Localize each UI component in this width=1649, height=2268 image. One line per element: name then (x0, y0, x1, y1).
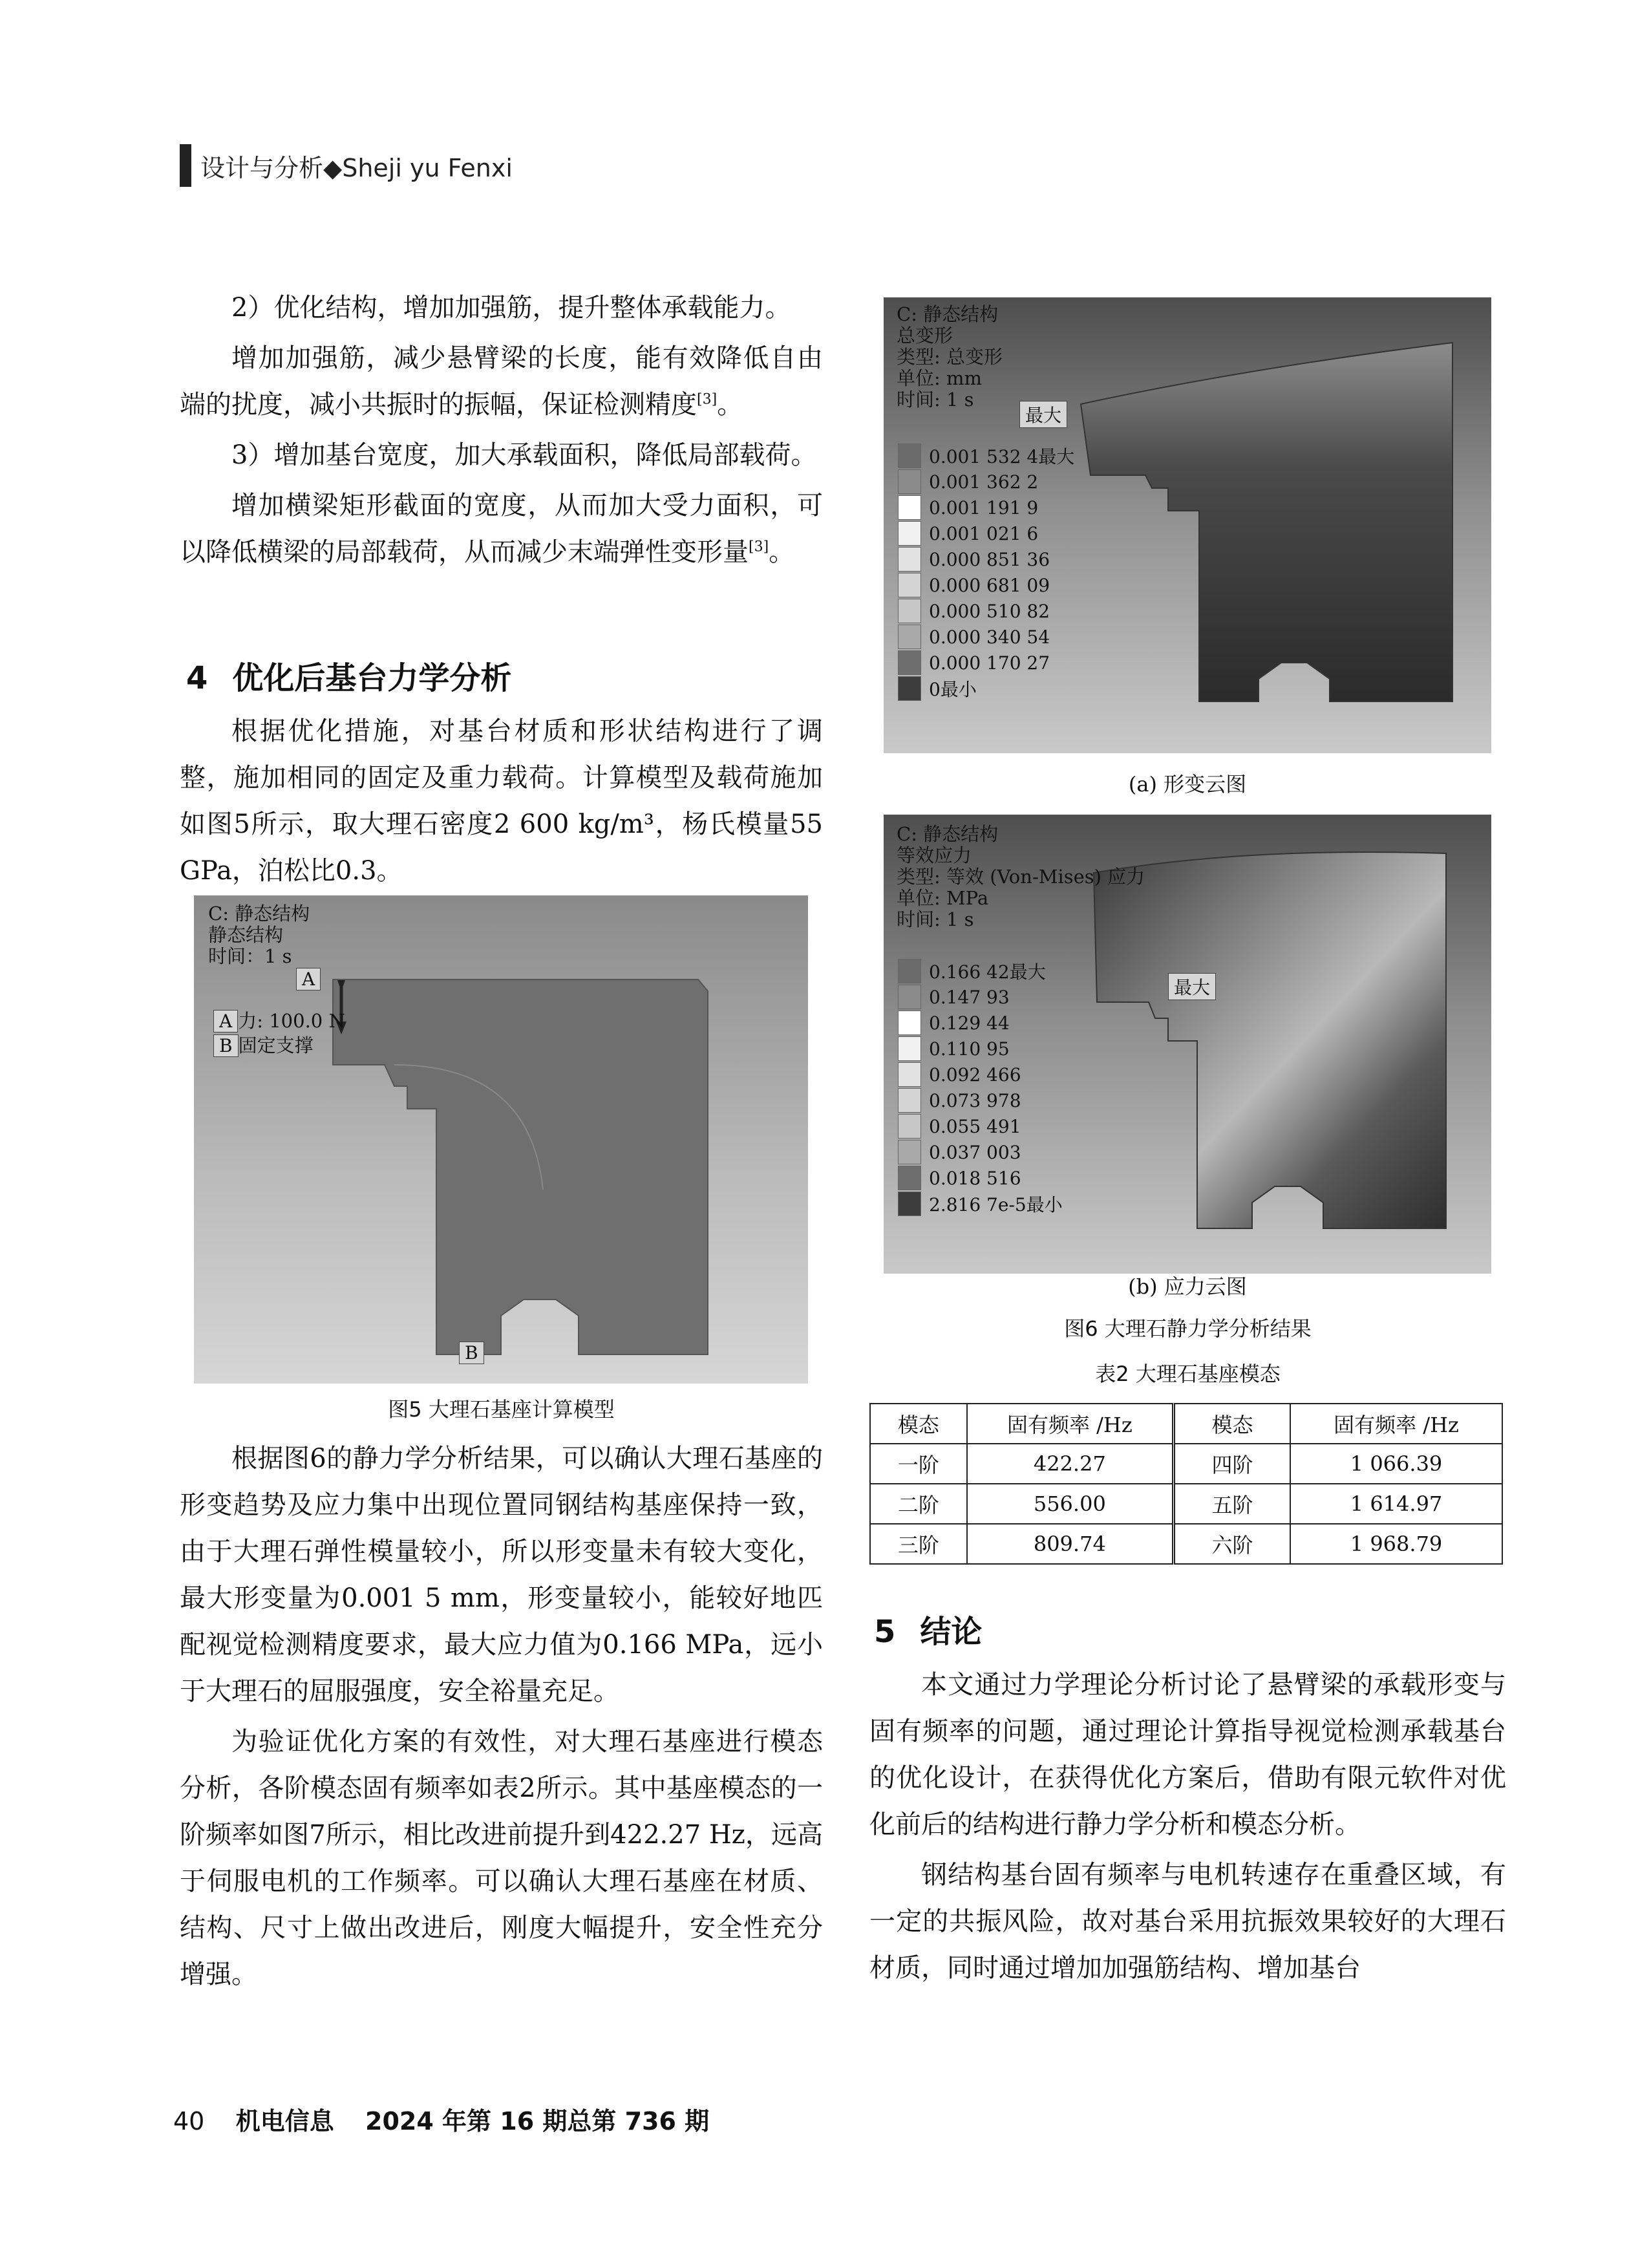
legend-swatch (898, 1166, 921, 1190)
fig6a-legend (898, 443, 1074, 701)
legend-swatch (898, 521, 921, 546)
table-row (870, 1524, 1502, 1564)
table-cell: 1 968.79 (1290, 1524, 1502, 1564)
legend-label: 0.000 681 09 (929, 574, 1050, 596)
legend-label: 0.147 93 (929, 986, 1010, 1008)
fig5-tag-b: B (459, 1342, 484, 1364)
legend-row (898, 546, 1074, 572)
legend-label: 0.001 191 9 (929, 497, 1039, 519)
legend-row (898, 676, 1074, 701)
running-header (180, 145, 513, 186)
left-column-top (180, 284, 823, 575)
para-6: 根据图6的静力学分析结果，可以确认大理石基座的形变趋势及应力集中出现位置同钢结构基座保持一致，由于大理石弹性模量较小，所以形变量未有较大变化，最大形变量为0.001 5 mm，形变量较小，能较好地匹配视觉检测精度要求，最大应力值为0.166 MPa，远小于大理石的屈服强度，安全裕量充足。 (180, 1444, 823, 1706)
legend-label: 0.001 362 2 (929, 471, 1039, 493)
table-header-cell: 模态 (1173, 1404, 1290, 1444)
legend-label: 2.816 7e-5最小 (929, 1194, 1063, 1215)
legend-swatch (898, 1011, 921, 1035)
legend-swatch (898, 650, 921, 675)
fig6b-title: C: 静态结构 等效应力 类型: 等效 (Von-Mises) 应力 单位: MPa 时间: 1 s (897, 823, 1145, 930)
legend-label: 0.000 170 27 (929, 652, 1050, 674)
legend-swatch (898, 1140, 921, 1164)
para-2: 增加加强筋，减少悬臂梁的长度，能有效降低自由端的扰度，减小共振时的振幅，保证检测精度[3]。 (180, 343, 823, 420)
fig5-legend-b: B 固定支撑 (213, 1035, 314, 1056)
fig5-title: C: 静态结构 静态结构 时间：1 s (208, 903, 310, 967)
page-footer (173, 2101, 709, 2137)
legend-swatch (898, 495, 921, 520)
para-1: 2）优化结构，增加加强筋，提升整体承载能力。 (231, 293, 791, 323)
fig6b-max-tag: 最大 (1168, 973, 1216, 1000)
legend-label: 0.037 003 (929, 1141, 1021, 1163)
legend-row (898, 572, 1074, 598)
legend-row (898, 495, 1074, 520)
legend-swatch (898, 959, 921, 983)
table-header-cell: 模态 (870, 1404, 967, 1444)
table-cell: 一阶 (870, 1444, 967, 1484)
legend-swatch (898, 444, 921, 468)
legend-row (898, 1191, 1063, 1217)
legend-swatch (898, 547, 921, 572)
figure-5-caption: 图5 大理石基座计算模型 (388, 1397, 615, 1422)
legend-swatch (898, 1114, 921, 1139)
figure-6b (884, 815, 1491, 1274)
legend-row (898, 984, 1063, 1010)
left-column-mid (180, 708, 823, 894)
legend-swatch (898, 676, 921, 701)
left-column-bottom (180, 1435, 823, 1998)
legend-label: 0最小 (929, 679, 977, 700)
table-cell: 四阶 (1173, 1444, 1290, 1484)
page-number: 40 (173, 2107, 205, 2135)
legend-row (898, 469, 1074, 495)
legend-row (898, 1010, 1063, 1036)
right-column-bottom (869, 1662, 1506, 1991)
legend-label: 0.018 516 (929, 1167, 1021, 1189)
legend-swatch (898, 573, 921, 597)
legend-swatch (898, 625, 921, 649)
legend-label: 0.000 340 54 (929, 626, 1050, 648)
fig6a-subcaption: (a) 形变云图 (1128, 772, 1247, 797)
legend-row (898, 1087, 1063, 1113)
table-cell: 五阶 (1173, 1484, 1290, 1524)
fig5-tag-a: A (296, 968, 321, 990)
legend-label: 0.000 851 36 (929, 548, 1050, 570)
para-4: 增加横梁矩形截面的宽度，从而加大受力面积，可以降低横梁的局部载荷，从而减少末端弹性变形量[3]。 (180, 491, 823, 567)
table-row (870, 1444, 1502, 1484)
table-cell: 1 614.97 (1290, 1484, 1502, 1524)
header-text: 设计与分析◆Sheji yu Fenxi (200, 153, 513, 182)
fig6a-title: C: 静态结构 总变形 类型: 总变形 单位: mm 时间: 1 s (897, 303, 1003, 411)
table-cell: 1 066.39 (1290, 1444, 1502, 1484)
para-9: 钢结构基台固有频率与电机转速存在重叠区域，有一定的共振风险，故对基台采用抗振效果较好的大理石材质，同时通过增加加强筋结构、增加基台 (869, 1860, 1506, 1983)
legend-swatch (898, 1192, 921, 1216)
legend-swatch (898, 1036, 921, 1061)
legend-label: 0.001 532 4最大 (929, 446, 1075, 467)
fig5-model-shape (194, 895, 808, 1384)
table-2 (869, 1403, 1503, 1565)
section-5-heading: 5 结论 (874, 1614, 983, 1650)
fig6b-legend (898, 958, 1063, 1217)
legend-label: 0.092 466 (929, 1064, 1021, 1086)
section-4-heading: 4 优化后基台力学分析 (186, 660, 512, 696)
legend-row (898, 520, 1074, 546)
figure-5 (194, 895, 808, 1384)
para-3: 3）增加基台宽度，加大承载面积，降低局部载荷。 (231, 440, 817, 470)
table-cell: 809.74 (967, 1524, 1174, 1564)
legend-swatch (898, 1088, 921, 1113)
legend-row (898, 1139, 1063, 1165)
fig6a-max-tag: 最大 (1019, 401, 1067, 428)
fig5-legend-a: A 力: 100.0 N (213, 1011, 345, 1032)
legend-row (898, 1113, 1063, 1139)
legend-label: 0.001 021 6 (929, 522, 1039, 544)
figure-6a (884, 297, 1491, 753)
legend-row (898, 1036, 1063, 1062)
table-row (870, 1484, 1502, 1524)
legend-swatch (898, 985, 921, 1009)
table-cell: 六阶 (1173, 1524, 1290, 1564)
issue-info: 2024 年第 16 期总第 736 期 (365, 2107, 710, 2135)
legend-label: 0.166 42最大 (929, 961, 1046, 983)
table-cell: 二阶 (870, 1484, 967, 1524)
fig6b-subcaption: (b) 应力云图 (1128, 1274, 1247, 1299)
table-2-caption: 表2 大理石基座模态 (1095, 1362, 1281, 1386)
legend-row (898, 650, 1074, 676)
legend-swatch (898, 599, 921, 623)
legend-row (898, 1062, 1063, 1087)
legend-row (898, 598, 1074, 624)
legend-swatch (898, 469, 921, 494)
table-header-cell: 固有频率 /Hz (1290, 1404, 1502, 1444)
figure-6-caption: 图6 大理石静力学分析结果 (1064, 1316, 1312, 1341)
para-5: 根据优化措施，对基台材质和形状结构进行了调整，施加相同的固定及重力载荷。计算模型及载荷施加如图5所示，取大理石密度2 600 kg/m³，杨氏模量55 GPa，泊松比0.3。 (180, 716, 823, 886)
header-bar (180, 144, 191, 187)
legend-row (898, 624, 1074, 650)
legend-swatch (898, 1062, 921, 1087)
legend-label: 0.055 491 (929, 1115, 1021, 1137)
legend-label: 0.129 44 (929, 1012, 1010, 1034)
legend-row (898, 958, 1063, 984)
table-header-row (870, 1404, 1502, 1444)
journal-name: 机电信息 (235, 2107, 334, 2135)
legend-label: 0.110 95 (929, 1038, 1010, 1060)
para-8: 本文通过力学理论分析讨论了悬臂梁的承载形变与固有频率的问题，通过理论计算指导视觉检测承载基台的优化设计，在获得优化方案后，借助有限元软件对优化前后的结构进行静力学分析和模态分析。 (869, 1670, 1506, 1839)
table-cell: 556.00 (967, 1484, 1174, 1524)
legend-row (898, 1165, 1063, 1191)
table-cell: 422.27 (967, 1444, 1174, 1484)
table-header-cell: 固有频率 /Hz (967, 1404, 1174, 1444)
legend-label: 0.073 978 (929, 1089, 1021, 1111)
para-7: 为验证优化方案的有效性，对大理石基座进行模态分析，各阶模态固有频率如表2所示。其中基座模态的一阶频率如图7所示，相比改进前提升到422.27 Hz，远高于伺服电机的工作频率。可以确认大理石基座在材质、结构、尺寸上做出改进后，刚度大幅提升，安全性充分增强。 (180, 1727, 823, 1989)
table-cell: 三阶 (870, 1524, 967, 1564)
legend-label: 0.000 510 82 (929, 600, 1050, 622)
legend-row (898, 443, 1074, 469)
